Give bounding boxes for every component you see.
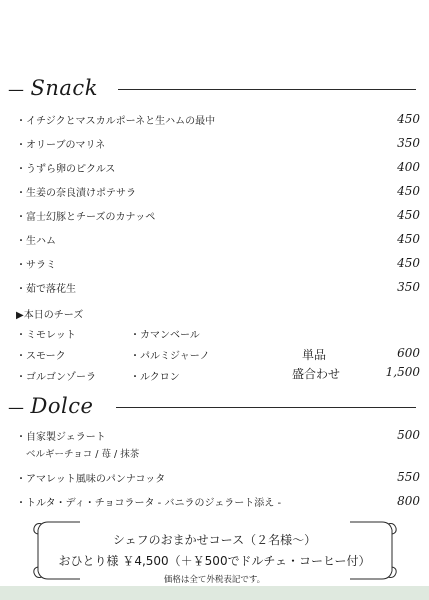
cheese-name: ・ルクロン xyxy=(130,372,180,383)
item-name: ・オリーブのマリネ xyxy=(16,140,106,151)
item-variants: ベルギーチョコ / 苺 / 抹茶 xyxy=(26,449,140,460)
course-price: おひとり様 ￥4,500（＋￥500でドルチェ・コーヒー付） xyxy=(58,554,371,568)
snack-heading-text: Snack xyxy=(30,76,98,100)
item-name: ・生ハム xyxy=(16,236,56,247)
item-name: ・イチジクとマスカルポーネと生ハムの最中 xyxy=(16,116,216,127)
heading-dash: — xyxy=(8,398,25,417)
item-price: 450 xyxy=(397,256,420,270)
cheese-name: ・パルミジャーノ xyxy=(130,351,210,362)
item-name: ・アマレット風味のパンナコッタ xyxy=(16,474,166,485)
item-price: 400 xyxy=(397,160,420,174)
item-name: ・サラミ xyxy=(16,260,56,271)
cheese-name: ・スモーク xyxy=(16,351,66,362)
bottom-band xyxy=(0,586,429,600)
platter-label: 盛合わせ xyxy=(292,367,341,381)
cheese-name: ・ゴルゴンゾーラ xyxy=(16,372,96,383)
item-name: ・トルタ・ディ・チョコラータ - バニラのジェラート添え - xyxy=(16,498,282,509)
item-name: ・自家製ジェラート xyxy=(16,432,106,443)
item-price: 450 xyxy=(397,184,420,198)
item-price: 450 xyxy=(397,112,420,126)
item-price: 350 xyxy=(397,280,420,294)
cheese-name: ・カマンベール xyxy=(130,330,200,341)
item-name: ・富士幻豚とチーズのカナッペ xyxy=(16,212,156,223)
item-price: 450 xyxy=(397,232,420,246)
single-label: 単品 xyxy=(302,348,327,362)
cheese-title: ▶本日のチーズ xyxy=(16,310,84,321)
item-name: ・茹で落花生 xyxy=(16,284,76,295)
item-price: 550 xyxy=(397,470,420,484)
course-title: シェフのおまかせコース（２名様〜） xyxy=(112,533,317,547)
item-name: ・生姜の奈良漬けポテサラ xyxy=(16,188,136,199)
dolce-heading-text: Dolce xyxy=(30,394,94,418)
platter-price: 1,500 xyxy=(385,365,420,379)
heading-dash: — xyxy=(8,80,25,99)
item-price: 350 xyxy=(397,136,420,150)
single-price: 600 xyxy=(397,346,420,360)
item-price: 500 xyxy=(397,428,420,442)
item-price: 800 xyxy=(397,494,420,508)
item-name: ・うずら卵のピクルス xyxy=(16,164,116,175)
item-price: 450 xyxy=(397,208,420,222)
cheese-name: ・ミモレット xyxy=(16,330,76,341)
tax-note: 価格は全て外税表記です。 xyxy=(163,575,266,585)
